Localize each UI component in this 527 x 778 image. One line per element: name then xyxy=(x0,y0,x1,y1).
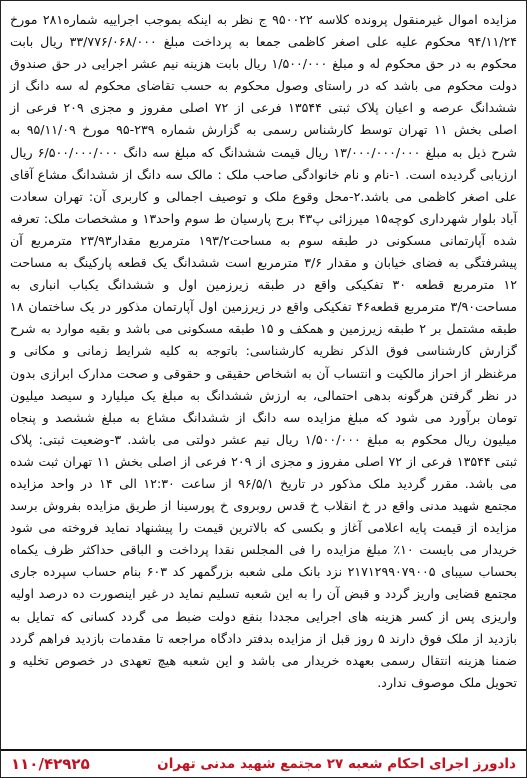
issuer-signature: دادورز اجرای احکام شعبه ۲۷ مجتمع شهید مدنی تهران xyxy=(157,756,516,772)
notice-paragraph: مزایده اموال غیرمنقول پرونده کلاسه ۹۵۰۰۲۲ ج نظر به اینکه بموجب اجراییه شماره۲۸۱ مورخ ۹۴/۱۱/۲۴ محکوم علیه علی اصغر کاظمی جمعا به پرداخت مبلغ ۳۳/۷۷۶/۰۶۸/۰۰۰ ریال بابت محکوم به در حق محکوم له و مبلغ ۱/۵۰۰/۰۰۰ ریال بابت هزینه نیم عشر اجرایی در حق صندوق دولت محکوم می باشد که در راستای وصول محکوم به حسب تقاضای محکوم له سه دانگ از ششدانگ عرصه و اعیان پلاک ثبتی ۱۳۵۴۴ فرعی از ۷۲ اصلی مفروز و مجزی ۲۰۹ فرعی از اصلی بخش ۱۱ تهران توسط کارشناس رسمی به گزارش شماره ۲۳۹-۹۵ مورخ ۹۵/۱۱/۰۹ به شرح ذیل به مبلغ ۱۳/۰۰۰/۰۰۰/۰۰۰ ریال قیمت ششدانگ که مبلغ سه دانگ ۶/۵۰۰/۰۰۰/۰۰۰ ریال ارزیابی گردیده است. ۱-نام و نام خانوادگی صاحب ملک : مالک سه دانگ از ششدانگ مشاع آقای علی اصغر کاظمی می باشد.۲-محل وقوع ملک و توصیف اجمالی و کاربری آن: تهران سعادت آباد بلوار شهرداری کوچه۱۵ میرزائی پ۴۳ برج پارسیان ط سوم واحد۱۳ و مشخصات ملک: تعرفه شده آپارتمانی مسکونی در طبقه سوم به مساحت۱۹۳/۲ مترمربع مقدار۲۳/۹۳ مترمربع آن پیشرفتگی به فضای خیابان و مقدار ۳/۶ مترمربع است ششدانگ یک قطعه پارکینگ به مساحت ۱۲ مترمربع قطعه ۳۰ تفکیکی واقع در طبقه زیرزمین اول و ششدانگ یکباب انباری به مساحت۳/۹۰ مترمربع قطعه۴۶ تفکیکی واقع در زیرزمین اول آپارتمان مذکور در یک ساختمان ۱۸ طبقه مشتمل بر ۲ طبقه زیرزمین و همکف و ۱۵ طبقه مسکونی می باشد و بقیه موارد به شرح گزارش کارشناسی فوق الذکر نظریه کارشناسی: باتوجه به کلیه شرایط زمانی و مکانی و مرغنظر از احراز مالکیت و انتساب آن به اشخاص حقیقی و حقوقی و صحت مدارک ابرازی بدون در نظر گرفتن هرگونه بدهی احتمالی، به ارزش ششدانگ به مبلغ یک میلیارد و سیصد میلیون تومان برآورد می شود که مبلغ مزایده سه دانگ از ششدانگ مشاع به مبلغ ششصد و پنجاه میلیون ریال محکوم به مبلغ ۱/۵۰۰/۰۰۰ ریال نیم عشر دولتی می باشد. ۳-وضعیت ثبتی: پلاک ثبتی ۱۳۵۴۴ فرعی از ۷۲ اصلی مفروز و مجزی از ۲۰۹ فرعی از اصلی بخش ۱۱ تهران ثبت شده می باشد. مقرر گردید ملک مذکور در تاریخ ۹۶/۵/۱ از ساعت ۱۲:۳۰ الی ۱۴ در واحد مزایده مجتمع شهید مدنی واقع در خ انقلاب خ قدس روبروی خ پورسینا از طریق مزایده بفروش برسد مزایده از قیمت پایه اعلامی آغاز و بکسی که بالاترین قیمت را پیشنهاد نماید فروخته می شود خریدار می بایست ۱۰٪ مبلغ مزایده را فی المجلس نقدا پرداخت و الباقی حداکثر ظرف یکماه بحساب سیبای ۲۱۷۱۲۹۹۰۷۹۰۰۵ نزد بانک ملی شعبه بزرگمهر کد ۶۰۳ بنام حساب سپرده جاری مجتمع قضایی واریز گردد و قبض آن را به این شعبه تسلیم نماید در غیر اینصورت ده درصد اولیه واریزی پس از کسر هزینه های اجرایی مجددا بنفع دولت ضبط می گردد کسانی که تمایل به بازدید از ملک فوق دارند ۵ روز قبل از مزایده بدفتر دادگاه مراجعه تا مقدمات بازدید فراهم گردد ضمنا هزینه انتقال رسمی بعهده خریدار می باشد و این شعبه هیچ تعهدی در خصوص تخلیه و تحویل ملک موصوف ندارد. xyxy=(10,12,518,690)
notice-body xyxy=(10,9,517,694)
notice-footer xyxy=(1,749,526,777)
ad-number: ۱۱۰/۴۲۹۲۵ xyxy=(11,755,90,773)
